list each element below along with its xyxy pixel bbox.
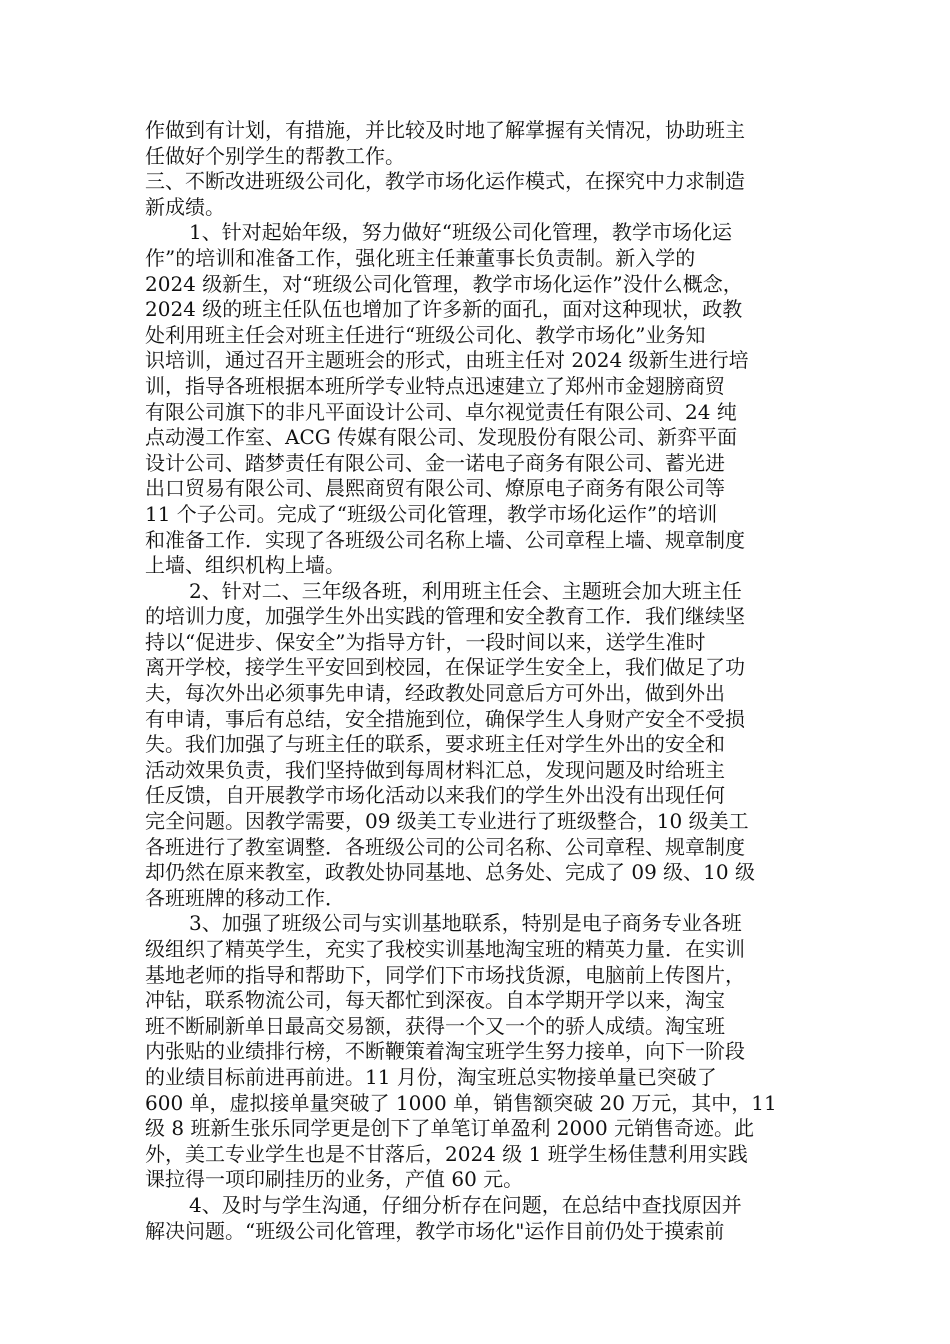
text-line: 持以“促进步、保安全”为指导方针，一段时间以来，送学生准时 [145,629,706,654]
text-line: 各班进行了教室调整．各班级公司的公司名称、公司章程、规章制度 [145,834,745,859]
text-line: 有限公司旗下的非凡平面设计公司、卓尔视觉责任有限公司、24 纯 [145,399,737,424]
text-line: 任做好个别学生的帮教工作。 [145,143,405,168]
text-line: 新成绩。 [145,194,225,219]
text-line: 3、加强了班级公司与实训基地联系，特别是电子商务专业各班 [189,911,742,936]
text-line: 训，指导各班根据本班所学专业特点迅速建立了郑州市金翅膀商贸 [145,373,725,398]
text-line: 外，美工专业学生也是不甘落后，2024 级 1 班学生杨佳慧利用实践 [145,1141,748,1166]
text-line: 级 8 班新生张乐同学更是创下了单笔订单盈利 2000 元销售奇迹。此 [145,1116,755,1141]
text-line: 班不断刷新单日最高交易额，获得一个又一个的骄人成绩。淘宝班 [145,1013,725,1038]
text-line: 却仍然在原来教室，政教处协同基地、总务处、完成了 09 级、10 级 [145,860,755,885]
text-line: 2024 级的班主任队伍也增加了许多新的面孔，面对这种现状，政教 [145,297,743,322]
text-line: 任反馈，自开展教学市场化活动以来我们的学生外出没有出现任何 [145,783,725,808]
text-line: 作”的培训和准备工作，强化班主任兼董事长负责制。新入学的 [145,245,696,270]
text-line: 的业绩目标前进再前进。11 月份，淘宝班总实物接单量已突破了 [145,1064,717,1089]
document-body [145,118,835,1244]
text-line: 处利用班主任会对班主任进行“班级公司化、教学市场化”业务知 [145,322,706,347]
text-line: 各班班牌的移动工作． [145,885,345,910]
text-line: 内张贴的业绩排行榜，不断鞭策着淘宝班学生努力接单，向下一阶段 [145,1039,745,1064]
text-line: 2024 级新生，对“班级公司化管理，教学市场化运作”没什么概念， [145,271,743,296]
text-line: 和准备工作．实现了各班级公司名称上墙、公司章程上墙、规章制度 [145,527,745,552]
text-line: 有申请，事后有总结，安全措施到位，确保学生人身财产安全不受损 [145,706,745,731]
text-line: 识培训，通过召开主题班会的形式，由班主任对 2024 级新生进行培 [145,348,749,373]
text-line: 600 单，虚拟接单量突破了 1000 单，销售额突破 20 万元，其中，11 [145,1090,777,1115]
text-line: 设计公司、踏梦责任有限公司、金一诺电子商务有限公司、蓄光进 [145,450,725,475]
text-line: 上墙、组织机构上墙。 [145,553,345,578]
text-line: 作做到有计划，有措施，并比较及时地了解掌握有关情况，协助班主 [145,118,745,142]
text-line: 点动漫工作室、ACG 传媒有限公司、发现股份有限公司、新弈平面 [145,425,738,450]
text-line: 4、及时与学生沟通，仔细分析存在问题，在总结中查找原因并 [189,1192,742,1217]
text-line: 冲钻，联系物流公司，每天都忙到深夜。自本学期开学以来，淘宝 [145,988,725,1013]
text-line: 2、针对二、三年级各班，利用班主任会、主题班会加大班主任 [189,578,742,603]
text-line: 的培训力度，加强学生外出实践的管理和安全教育工作．我们继续坚 [145,604,745,629]
text-line: 出口贸易有限公司、晨熙商贸有限公司、燎原电子商务有限公司等 [145,476,725,501]
text-line: 级组织了精英学生，充实了我校实训基地淘宝班的精英力量．在实训 [145,937,745,961]
text-line: 三、不断改进班级公司化，教学市场化运作模式，在探究中力求制造 [145,169,745,194]
text-line: 基地老师的指导和帮助下，同学们下市场找货源，电脑前上传图片， [145,962,745,987]
text-line: 1、针对起始年级，努力做好“班级公司化管理，教学市场化运 [189,220,732,245]
text-line: 夫，每次外出必须事先申请，经政教处同意后方可外出，做到外出 [145,681,725,706]
text-line: 失。我们加强了与班主任的联系，要求班主任对学生外出的安全和 [145,732,725,757]
text-line: 解决问题。“班级公司化管理，教学市场化"运作目前仍处于摸索前 [145,1218,725,1243]
text-line: 课拉得一项印刷挂历的业务，产值 60 元。 [145,1167,524,1192]
text-line: 活动效果负责，我们坚持做到每周材料汇总，发现问题及时给班主 [145,757,725,782]
text-line: 离开学校，接学生平安回到校园，在保证学生安全上，我们做足了功 [145,655,745,680]
text-line: 完全问题。因教学需要，09 级美工专业进行了班级整合，10 级美工 [145,809,749,834]
text-line: 11 个子公司。完成了“班级公司化管理，教学市场化运作”的培训 [145,501,718,526]
